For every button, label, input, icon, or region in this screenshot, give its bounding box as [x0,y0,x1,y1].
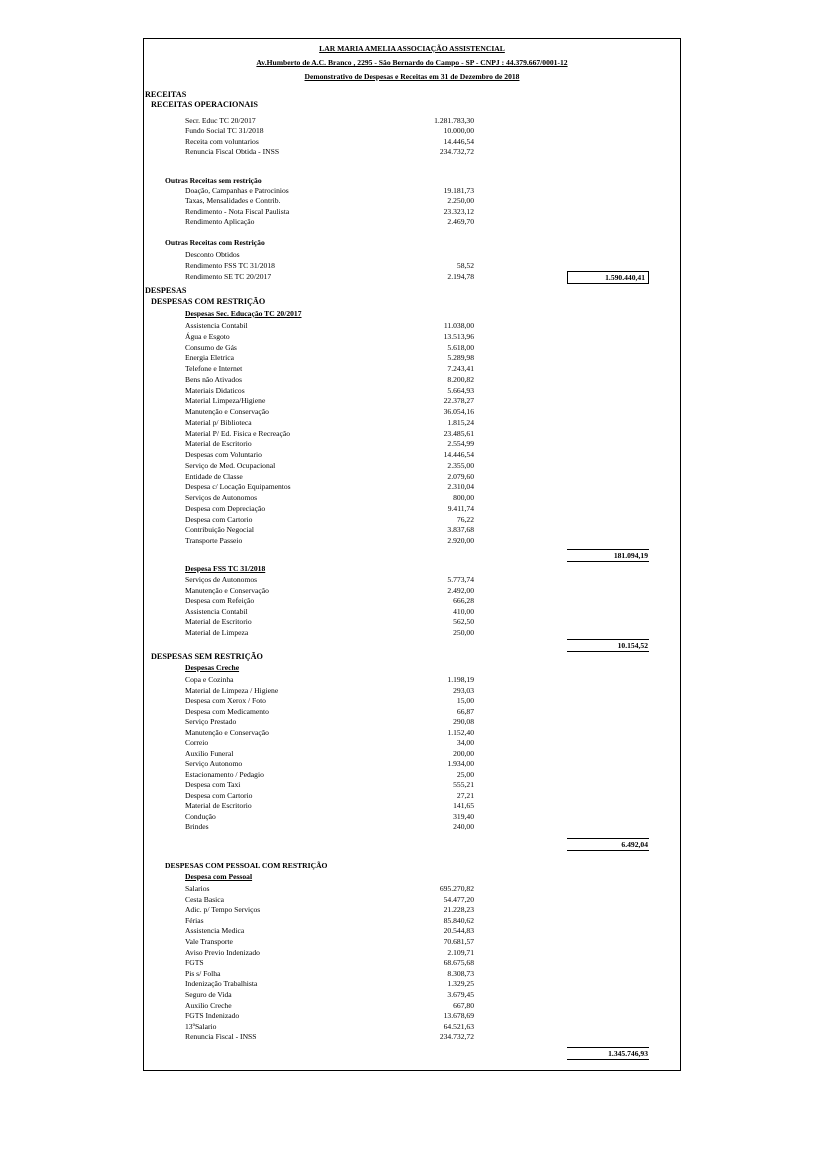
line-item-label: Bens não Ativados [185,374,242,384]
line-item-label: Consumo de Gás [185,342,237,352]
line-item-value: 19.181,73 [443,186,474,195]
line-item-label: Auxilio Creche [185,1000,232,1010]
line-item-value: 36.054,16 [443,407,474,416]
line-item-value: 5.618,00 [447,342,474,352]
line-item [185,822,474,833]
line-item-value: 293,03 [453,685,474,695]
line-item-value: 64.521,63 [443,1021,474,1031]
line-item [185,439,474,450]
line-item-label: Água e Esgoto [185,331,230,341]
line-item-value: 141,65 [453,801,474,810]
line-item [185,575,474,586]
line-item-label: Renuncia Fiscal - INSS [185,1032,257,1042]
line-item [185,707,474,718]
section-despesas: DESPESAS [145,286,187,295]
line-item [185,272,474,283]
line-item-value: 10.000,00 [443,126,474,136]
line-item [185,916,474,927]
line-item-label: Secr. Educ TC 20/2017 [185,116,256,125]
line-item-label: Despesa com Medicamento [185,706,269,716]
line-item [185,261,474,272]
line-item-label: Manutenção e Conservação [185,727,269,737]
line-item [185,364,474,375]
line-item [185,586,474,597]
line-item-label: Serviços de Autonomos [185,493,258,502]
line-item [185,895,474,906]
line-item [185,969,474,980]
line-item [185,515,474,526]
line-item [185,217,474,228]
line-item-label: Despesa com Refeição [185,596,255,606]
line-item [185,525,474,536]
line-item-label: Despesa com Xerox / Foto [185,696,266,705]
line-item-value: 76,22 [456,514,474,524]
line-item-label: Material Limpeza/Higiene [185,396,266,406]
heading-fss: Despesa FSS TC 31/2018 [185,564,266,573]
line-item-value: 15,00 [456,696,474,705]
line-item [185,1022,474,1033]
line-item [185,884,474,895]
line-item-label: Pis s/ Folha [185,968,221,978]
line-item-label: Férias [185,915,204,925]
line-item [185,948,474,959]
line-item-label: Material de Escritorio [185,439,252,449]
line-item-label: Salarios [185,884,210,893]
line-item-value: 2.492,00 [447,585,474,595]
line-item-label: Materiais Didaticos [185,385,245,395]
line-item-value: 11.038,00 [443,321,474,330]
line-item-label: Doação, Campanhas e Patrocinios [185,186,289,195]
line-item [185,126,474,137]
line-item [185,321,474,332]
line-item [185,536,474,547]
line-item [185,343,474,354]
heading-despesas-sem-restricao: DESPESAS SEM RESTRIÇÃO [151,652,263,661]
line-item [185,759,474,770]
org-name: LAR MARIA AMELIA ASSOCIAÇÃO ASSISTENCIAL [319,44,505,53]
total-sec-educacao: 181.094,19 [567,549,649,562]
line-item [185,1001,474,1012]
line-item-label: Serviços de Autonomos [185,575,258,584]
line-item-label: Assistencia Medica [185,926,245,936]
line-item [185,407,474,418]
line-item-value: 290,08 [453,717,474,726]
line-item [185,675,474,686]
line-item [185,386,474,397]
line-item-value: 1.281.783,30 [434,116,474,125]
line-item-value: 1.934,00 [447,759,474,768]
line-item-label: Correio [185,738,209,747]
line-item-label: Transporte Passeio [185,536,243,545]
line-item-value: 234.732,72 [439,146,474,156]
line-item [185,147,474,158]
line-item-label: Contribuição Negocial [185,525,254,535]
line-item [185,375,474,386]
line-item-label: Entidade de Classe [185,471,243,481]
line-item-label: Rendimento SE TC 20/2017 [185,272,272,281]
line-item-value: 1.815,24 [447,417,474,427]
line-item [185,812,474,823]
line-item-value: 21.228,23 [443,905,474,915]
line-item-value: 9.411,74 [447,503,474,513]
line-item-value: 234.732,72 [439,1032,474,1042]
line-item-value: 54.477,20 [443,894,474,904]
line-item-label: Despesa com Depreciação [185,503,266,513]
line-item-label: Despesa com Cartorio [185,790,253,800]
line-item [185,738,474,749]
line-item-label: Material de Escritorio [185,617,252,627]
line-item-value: 66,87 [456,706,474,716]
line-item [185,116,474,127]
line-item-label: Material p/ Biblioteca [185,417,252,427]
line-item [185,450,474,461]
line-item [185,137,474,148]
line-item-value: 667,80 [453,1000,474,1010]
line-item [185,250,474,261]
line-item-label: Material de Limpeza / Higiene [185,685,279,695]
line-item-value: 20.544,83 [443,926,474,936]
line-item-value: 695.270,82 [439,884,474,893]
line-item-label: Despesa com Taxi [185,780,241,789]
heading-creche: Despesas Creche [185,663,240,672]
heading-receitas-operacionais: RECEITAS OPERACIONAIS [151,100,258,109]
line-item-label: Copa e Cozinha [185,675,234,684]
line-item [185,937,474,948]
line-item [185,596,474,607]
line-item [185,979,474,990]
line-item-label: Estacionamento / Pedagio [185,769,264,779]
line-item-label: Serviço de Med. Ocupacional [185,460,276,470]
line-item-label: Manutenção e Conservação [185,585,269,595]
line-item [185,493,474,504]
line-item-value: 2.554,99 [447,439,474,449]
heading-outras-sem-restricao: Outras Receitas sem restrição [165,176,262,185]
line-item [185,461,474,472]
line-item-value: 666,28 [453,596,474,606]
line-item-label: Rendimento - Nota Fiscal Paulista [185,206,290,216]
line-item-value: 2.310,04 [447,482,474,492]
heading-sec-educacao: Despesas Sec. Educação TC 20/2017 [185,309,302,318]
line-item-value: 1.198,19 [447,675,474,684]
heading-despesa-com-pessoal: Despesa com Pessoal [185,872,253,881]
line-item [185,780,474,791]
line-item-value: 68.675,68 [443,958,474,968]
line-item [185,396,474,407]
line-item-value: 562,50 [453,617,474,627]
line-item-label: Rendimento Aplicação [185,216,255,226]
line-item [185,1032,474,1043]
heading-despesas-pessoal: DESPESAS COM PESSOAL COM RESTRIÇÃO [165,861,328,870]
line-item [185,429,474,440]
line-item-label: Despesa com Cartorio [185,514,253,524]
line-item-label: Telefone e Internet [185,364,243,373]
line-item [185,196,474,207]
line-item-value: 3.679,45 [447,990,474,999]
line-item [185,628,474,639]
line-item-value: 14.446,54 [443,136,474,146]
heading-outras-com-restricao: Outras Receitas com Restrição [165,238,265,247]
line-item-label: Brindes [185,822,209,831]
line-item-label: Receita com voluntarios [185,136,259,146]
line-item-label: Energia Eletrica [185,353,234,363]
line-item-value: 27,21 [456,790,474,800]
line-item-value: 200,00 [453,748,474,758]
line-item [185,728,474,739]
section-receitas: RECEITAS [145,90,187,99]
line-item-label: Manutenção e Conservação [185,407,269,416]
total-receitas: 1.590.440,41 [567,271,649,284]
line-item-value: 2.194,78 [447,272,474,281]
line-item-value: 2.250,00 [447,196,474,206]
line-item-value: 70.681,57 [443,937,474,946]
total-creche: 6.492,04 [567,838,649,851]
line-item-value: 25,00 [456,769,474,779]
line-item [185,1011,474,1022]
line-item [185,801,474,812]
line-item [185,717,474,728]
line-item-value: 5.664,93 [447,385,474,395]
line-item-value: 23.485,61 [443,428,474,438]
line-item-label: Taxas, Mensalidades e Contrib. [185,196,281,206]
line-item-value: 3.837,68 [447,525,474,535]
line-item [185,418,474,429]
line-item [185,482,474,493]
total-despesa-pessoal: 1.345.746,93 [567,1047,649,1060]
line-item [185,686,474,697]
line-item-label: FGTS Indenizado [185,1011,240,1021]
line-item [185,990,474,1001]
line-item-label: Material de Escritorio [185,801,252,810]
line-item-label: Despesa c/ Locação Equipamentos [185,482,291,492]
line-item-value: 8.308,73 [447,968,474,978]
line-item [185,958,474,969]
line-item [185,749,474,760]
line-item [185,617,474,628]
line-item [185,472,474,483]
line-item-value: 23.323,12 [443,206,474,216]
line-item-label: Vale Transporte [185,937,233,946]
line-item [185,332,474,343]
line-item [185,186,474,197]
line-item-label: Condução [185,811,216,821]
line-item-label: Assistencia Contabil [185,606,248,616]
line-item-label: Material P/ Ed. Fisica e Recreação [185,428,291,438]
line-item [185,905,474,916]
statement-title: Demonstrativo de Despesas e Receitas em 31 de Dezembro de 2018 [304,72,520,81]
line-item [185,770,474,781]
line-item-label: Assistencia Contabil [185,321,248,330]
line-item-value: 34,00 [456,738,474,747]
line-item-value: 22.378,27 [443,396,474,406]
line-item-value: 2.469,70 [447,216,474,226]
line-item-label: Material de Limpeza [185,628,249,637]
line-item-label: Serviço Autonomo [185,759,243,768]
line-item [185,607,474,618]
line-item-label: Serviço Prestado [185,717,237,726]
line-item-value: 13.678,69 [443,1011,474,1021]
line-item-value: 8.200,82 [447,374,474,384]
line-item-value: 319,40 [453,811,474,821]
line-item-value: 5.773,74 [447,575,474,584]
line-item-value: 7.243,41 [447,364,474,373]
line-item [185,696,474,707]
line-item-label: Cesta Basica [185,894,225,904]
line-item-label: Desconto Obtidos [185,250,240,259]
line-item-label: Despesas com Voluntario [185,450,262,459]
line-item-label: 13ºSalario [185,1021,217,1031]
line-item-value: 555,21 [453,780,474,789]
line-item-value: 1.152,40 [447,727,474,737]
line-item-label: Rendimento FSS TC 31/2018 [185,261,275,270]
line-item [185,353,474,364]
line-item-value: 14.446,54 [443,450,474,459]
line-item-label: Fundo Social TC 31/2018 [185,126,264,136]
line-item-value: 2.920,00 [447,536,474,545]
line-item-value: 2.109,71 [447,947,474,957]
line-item-value: 1.329,25 [447,979,474,989]
line-item-label: FGTS [185,958,204,968]
line-item-value: 240,00 [453,822,474,831]
line-item-value: 2.079,60 [447,471,474,481]
line-item-label: Indenização Trabalhista [185,979,258,989]
line-item-value: 58,52 [456,261,474,270]
line-item-value: 800,00 [453,493,474,502]
line-item-value: 410,00 [453,606,474,616]
line-item [185,926,474,937]
heading-despesas-com-restricao: DESPESAS COM RESTRIÇÃO [151,297,266,306]
line-item-value: 5.289,98 [447,353,474,363]
line-item [185,791,474,802]
line-item-label: Seguro de Vida [185,990,232,999]
line-item-value: 2.355,00 [447,460,474,470]
org-address: Av.Humberto de A.C. Branco , 2295 - São Bernardo do Campo - SP - CNPJ : 44.379.667/0001-12 [256,58,568,67]
line-item-label: Aviso Previo Indenizado [185,947,260,957]
line-item-value: 13.513,96 [443,331,474,341]
total-fss: 10.154,52 [567,639,649,652]
line-item-value: 250,00 [453,628,474,637]
line-item [185,207,474,218]
line-item [185,504,474,515]
line-item-label: Renuncia Fiscal Obtida - INSS [185,146,280,156]
line-item-label: Adic. p/ Tempo Serviços [185,905,261,915]
line-item-value: 85.840,62 [443,915,474,925]
line-item-label: Auxilio Funeral [185,748,234,758]
